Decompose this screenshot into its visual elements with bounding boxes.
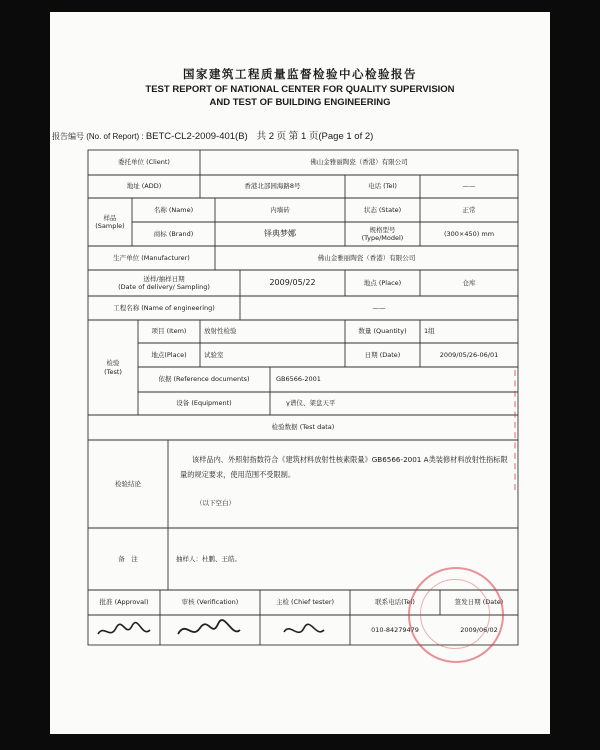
- sample-state-label: 状态 (State): [363, 205, 402, 214]
- report-number: BETC-CL2-2009-401(B): [145, 131, 248, 142]
- test-item-label: 项目 (Item): [151, 327, 187, 336]
- report-title-en-line2: AND TEST OF BUILDING ENGINEERING: [209, 97, 391, 108]
- test-qty-value: 1组: [424, 327, 435, 336]
- engineering-value: ——: [372, 303, 386, 312]
- client-value: 佛山金雅丽陶瓷（香港）有限公司: [310, 158, 408, 167]
- sample-name-value: 内墙砖: [270, 205, 290, 214]
- test-date-value: 2009/05/26-06/01: [439, 350, 499, 359]
- remarks-label: 备 注: [118, 554, 138, 563]
- test-label: [88, 320, 138, 415]
- sample-type-value: (300×450) mm: [443, 229, 495, 238]
- address-label: 地址 (ADD): [126, 182, 162, 191]
- page-info: 共 2 页 第 1 页(Page 1 of 2): [256, 131, 374, 142]
- official-seal: [408, 567, 504, 663]
- sample-label: [88, 198, 132, 246]
- sample-state-value: 正常: [462, 205, 476, 214]
- test-place-value: 试验室: [204, 350, 224, 359]
- issue-date-value: 2009/06/02: [460, 625, 498, 634]
- test-data-label: 检验数据 (Test data): [271, 423, 335, 432]
- address-value: 香港北部园海路8号: [244, 182, 301, 191]
- test-reference-label: 依据 (Reference documents): [158, 375, 250, 384]
- test-equipment-value: γ谱仪、架盘天平: [286, 399, 336, 408]
- client-label: 委托单位 (Client): [118, 158, 170, 167]
- verification-label: 审核 (Verification): [181, 598, 239, 607]
- delivery-label: [88, 270, 240, 296]
- sample-label-en: (Sample): [95, 222, 125, 230]
- approval-label: 批准 (Approval): [99, 598, 149, 607]
- test-label-cn: 检验: [106, 359, 120, 368]
- test-reference-value: GB6566-2001: [276, 375, 321, 384]
- conclusion-blank: （以下空白）: [196, 498, 235, 507]
- test-place-label: 地点(Place): [151, 350, 187, 359]
- side-seal: [514, 370, 526, 490]
- report-title-en-line1: TEST REPORT OF NATIONAL CENTER FOR QUALITY SUPERVISION: [145, 84, 455, 95]
- delivery-label-en: (Date of delivery/ Sampling): [118, 283, 210, 291]
- manufacturer-value: 佛山金雅丽陶瓷（香港）有限公司: [317, 253, 416, 262]
- test-label-en: (Test): [104, 367, 122, 376]
- sample-type-label: [345, 222, 420, 246]
- manufacturer-label: 生产单位 (Manufacturer): [113, 253, 190, 262]
- test-date-label: 日期 (Date): [364, 350, 401, 359]
- delivery-place-value: 仓库: [462, 278, 476, 287]
- chief-tester-label: 主检 (Chief tester): [275, 598, 335, 607]
- sample-label-cn: 样品: [103, 213, 117, 222]
- engineering-label: 工程名称 (Name of engineering): [113, 303, 215, 312]
- chief-tester-signature: [282, 620, 326, 646]
- delivery-date-value: 2009/05/22: [269, 278, 316, 287]
- remarks-value: 抽样人：杜鹏、王皓。: [176, 554, 241, 563]
- sample-type-label-cn: 规格型号: [369, 225, 396, 234]
- conclusion-text: 该样品内、外照射指数符合《建筑材料放射性核素限量》GB6566-2001 A类装修材料放射性指标限量的规定要求，使用范围不受限制。: [180, 455, 508, 479]
- test-qty-label: 数量 (Quantity): [358, 327, 407, 336]
- report-number-line: [52, 128, 373, 142]
- issue-date-label: 签发日期 (Date): [454, 598, 504, 607]
- test-equipment-label: 设备 (Equipment): [176, 399, 232, 408]
- report-number-label: 报告编号 (No. of Report) :: [52, 132, 144, 141]
- approval-signature: [96, 620, 152, 646]
- report-title-cn: 国家建筑工程质量监督检验中心检验报告: [183, 67, 417, 81]
- sample-brand-value: 铎典梦娜: [264, 229, 296, 238]
- test-item-value: 放射性检验: [204, 327, 237, 336]
- sample-name-label: 名称 (Name): [153, 205, 194, 214]
- delivery-place-label: 地点 (Place): [363, 278, 402, 287]
- verification-signature: [176, 618, 242, 646]
- phone-label: 联系电话(Tel): [375, 598, 415, 607]
- tel-label: 电话 (Tel): [368, 182, 397, 191]
- sample-type-label-en: (Type/Model): [361, 234, 404, 242]
- tel-value: ——: [462, 182, 476, 191]
- delivery-label-cn: 送样/抽样日期: [143, 274, 185, 283]
- phone-value: 010-84279479: [371, 625, 419, 634]
- sample-brand-label: 商标 (Brand): [153, 229, 194, 238]
- conclusion-label: 检验结论: [115, 479, 141, 488]
